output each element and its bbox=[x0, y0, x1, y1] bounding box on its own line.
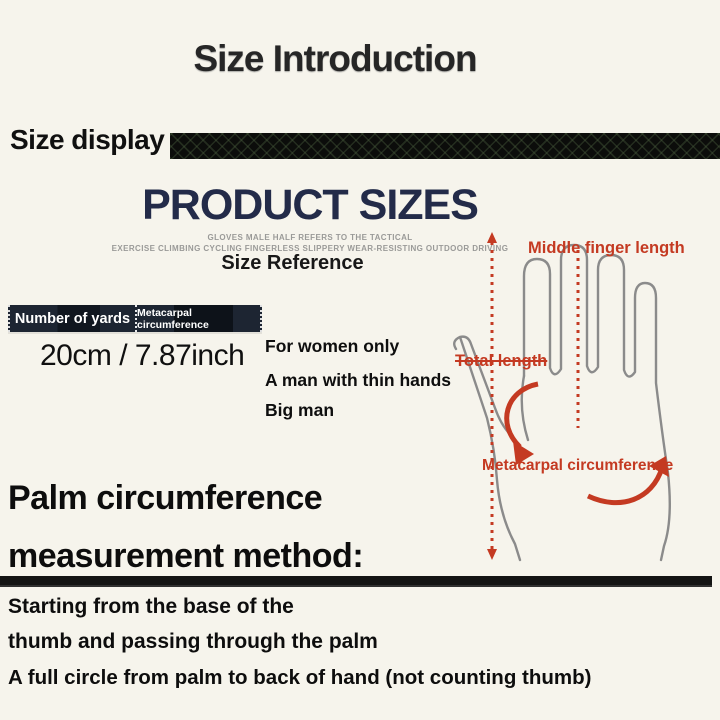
black-divider-bar bbox=[0, 576, 712, 587]
measurement-heading-line2: measurement method: bbox=[8, 537, 364, 575]
size-display-label: Size display bbox=[10, 124, 165, 155]
product-sizes-heading: PRODUCT SIZES bbox=[142, 181, 478, 229]
annotation-middle-finger-length: Middle finger length bbox=[528, 239, 685, 257]
size-reference-label: Size Reference bbox=[221, 252, 364, 274]
hatched-divider-bar bbox=[170, 133, 720, 159]
column-header-metacarpal-circumference: Metacarpal circumference bbox=[137, 305, 260, 332]
fit-note-big-man: Big man bbox=[265, 400, 335, 420]
hand-measurement-diagram bbox=[440, 228, 712, 568]
column-header-number-of-yards: Number of yards bbox=[10, 305, 135, 332]
page-title: Size Introduction bbox=[193, 38, 477, 79]
annotation-total-length: Total length bbox=[455, 352, 548, 370]
product-sizes-subline-2: EXERCISE CLIMBING CYCLING FINGERLESS SLIPPERY WEAR-RESISTING OUTDOOR DRIVING bbox=[111, 244, 509, 253]
size-table-header bbox=[8, 305, 262, 332]
measurement-heading-line1: Palm circumference bbox=[8, 479, 323, 517]
size-value: 20cm / 7.87inch bbox=[40, 339, 245, 372]
hand-outline-fingers bbox=[524, 245, 670, 560]
instruction-line-3: A full circle from palm to back of hand (not counting thumb) bbox=[8, 666, 592, 689]
product-sizes-subline-1: GLOVES MALE HALF REFERS TO THE TACTICAL bbox=[207, 233, 413, 242]
fit-note-thin-hands: A man with thin hands bbox=[265, 370, 452, 390]
instruction-line-2: thumb and passing through the palm bbox=[8, 630, 378, 653]
fit-note-women: For women only bbox=[265, 336, 400, 356]
annotation-metacarpal-circumference: Metacarpal circumference bbox=[482, 457, 674, 474]
total-length-arrowhead-bottom bbox=[487, 549, 497, 560]
total-length-arrowhead-top bbox=[487, 232, 497, 243]
instruction-line-1: Starting from the base of the bbox=[8, 595, 294, 618]
